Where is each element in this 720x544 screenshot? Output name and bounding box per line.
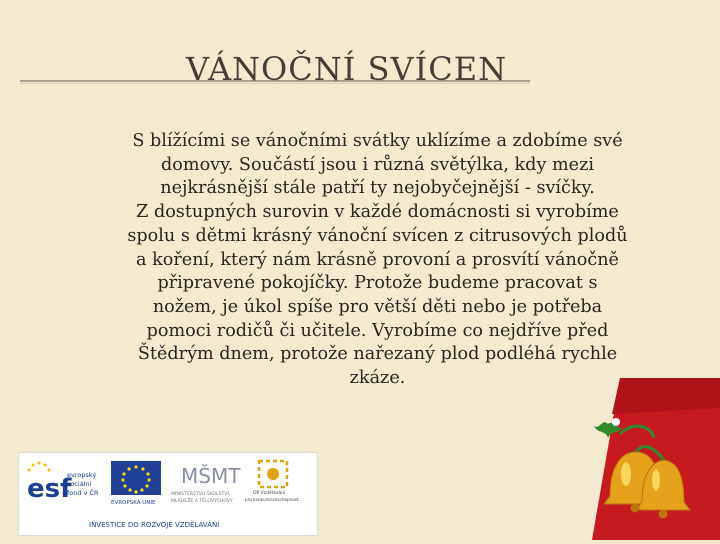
- eu-caption: EVROPSKÁ UNIE: [111, 500, 156, 506]
- esf-line-2: sociální: [67, 480, 92, 488]
- op-vk-logo: [245, 461, 299, 502]
- op-line-1: OP Vzdělávání: [253, 491, 286, 496]
- funding-logos-banner: [18, 452, 318, 536]
- slogan: INVESTICE DO ROZVOJE VZDĚLÁVÁNÍ: [89, 521, 220, 529]
- body-text: [125, 130, 630, 391]
- esf-line-3: fond v ČR: [67, 489, 99, 497]
- esf-logo: [25, 459, 99, 505]
- msmt-logo: [171, 464, 241, 504]
- msmt-line-2: MLÁDEŽE A TĚLOVÝCHOVY: [171, 499, 233, 504]
- christmas-bells-icon: [580, 378, 720, 540]
- paragraph-instructions: Z dostupných surovin v každé domácnosti si vyrobíme spolu s dětmi krásný vánoční svícen z citrusových plodů a koření, který nám krásně provoní a prosvítí vánočně připravené pokojíčky. Protože budeme pracovat s nožem, je úkol spíše pro větší děti nebo je potřeba pomoci rodičů či učitele. Vyrobíme co nejdříve před Štědrým dnem, protože nařezaný plod podléhá rychle zkáze.: [127, 202, 628, 389]
- slide-title: VÁNOČNÍ SVÍCEN: [186, 50, 508, 88]
- paragraph-intro: S blížícími se vánočními svátky uklízíme a zdobíme své domovy. Součástí jsou i různá světýlka, kdy mezi nejkrásnější stále patří ty nejobyčejnější - svíčky.: [132, 131, 623, 199]
- op-line-2: pro konkurenceschopnost: [245, 497, 299, 502]
- funding-logos: [19, 453, 317, 535]
- esf-mark: esf: [27, 474, 72, 504]
- eu-flag-logo: [111, 461, 161, 506]
- msmt-mark: MŠMT: [181, 464, 241, 488]
- esf-line-1: evropský: [67, 471, 97, 479]
- msmt-line-1: MINISTERSTVO ŠKOLSTVÍ,: [171, 492, 231, 497]
